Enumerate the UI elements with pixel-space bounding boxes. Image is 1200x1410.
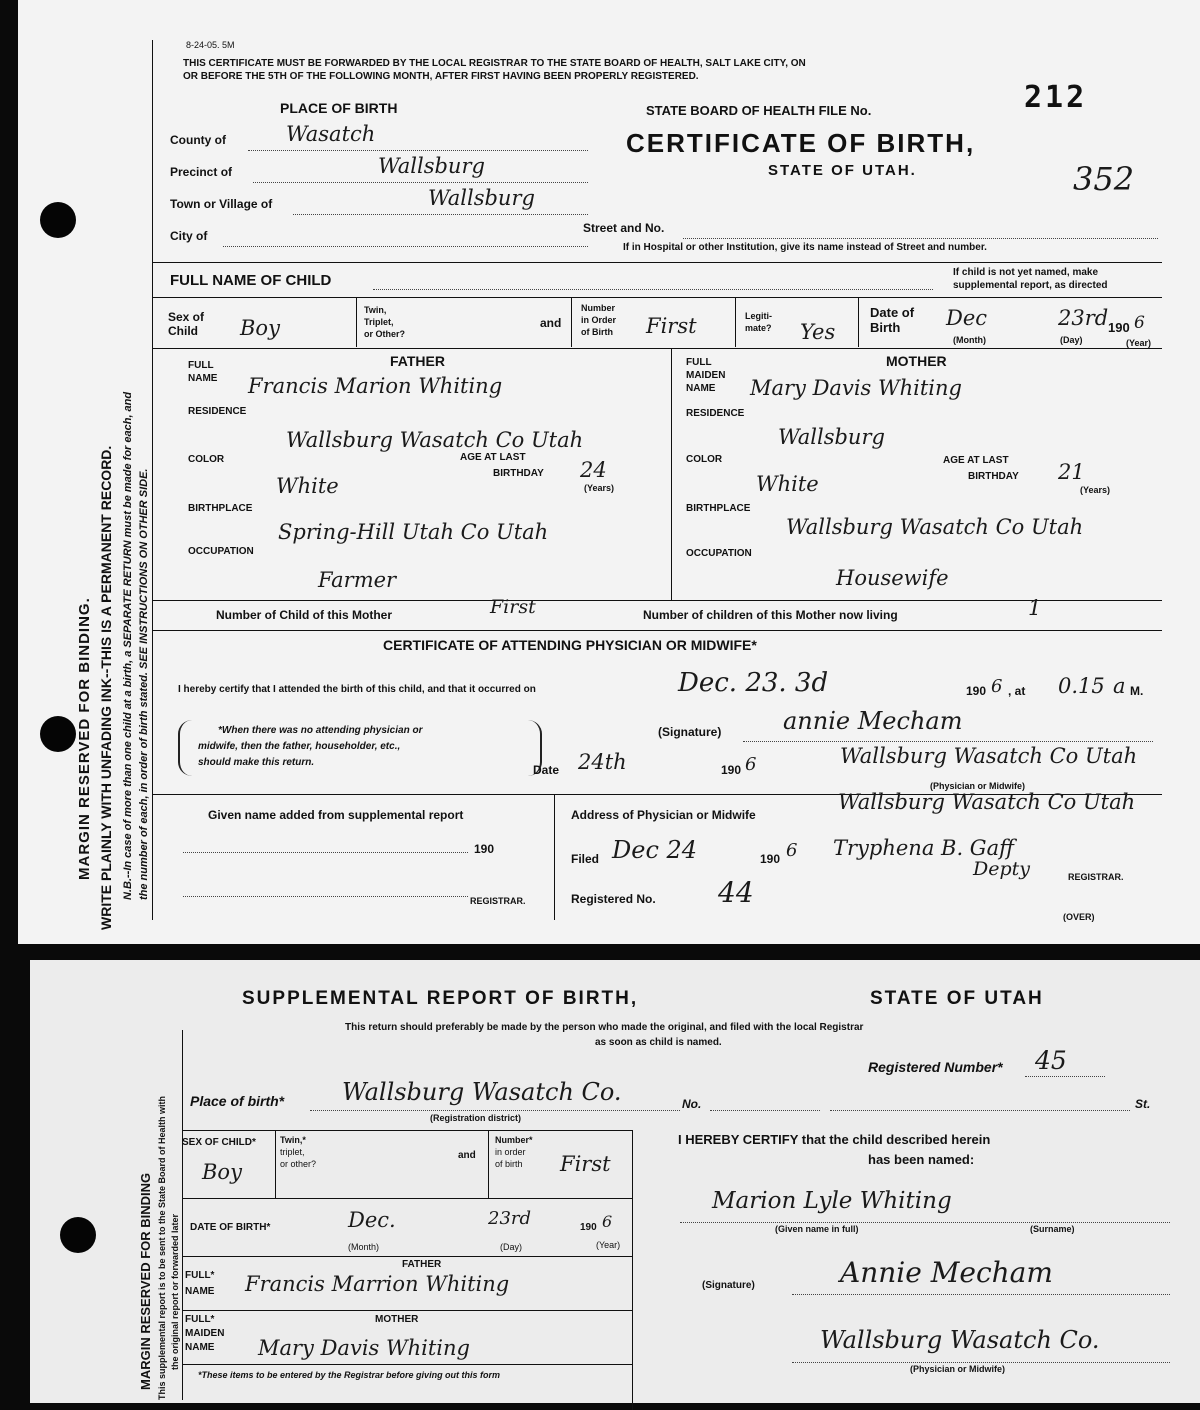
signature: annie Mecham (783, 707, 963, 735)
signature-label: (Signature) (658, 725, 722, 739)
day-label: (Day) (500, 1242, 522, 1252)
years-label: (Years) (1080, 485, 1111, 495)
dob-label: Date of (870, 305, 915, 320)
attend-time: 0.15 (1058, 674, 1105, 698)
number-label: of birth (495, 1159, 523, 1169)
month-label: (Month) (953, 335, 986, 345)
signature-line (743, 741, 1153, 742)
deputy: Depty (973, 858, 1031, 880)
rule (152, 600, 1162, 601)
child-number: First (490, 596, 536, 618)
registration-district: (Registration district) (430, 1113, 522, 1123)
sex-label: SEX OF CHILD* (182, 1137, 256, 1148)
full-name-label: FULL NAME OF CHILD (170, 272, 332, 289)
father-residence: Wallsburg Wasatch Co Utah (286, 428, 584, 452)
surname-label: (Surname) (1030, 1224, 1075, 1234)
address-label: Address of Physician or Midwife (571, 808, 756, 822)
rule (182, 1364, 632, 1365)
registered-no: 44 (718, 876, 754, 909)
frame-left (152, 40, 153, 920)
certify-text: I hereby certify that I attended the birth of this child, and that it occurred on (178, 684, 536, 695)
city-label: City of (170, 229, 208, 243)
divider (275, 1130, 276, 1198)
dob-month: Dec (946, 306, 988, 330)
signature-label: (Signature) (702, 1280, 755, 1291)
sex-value: Boy (240, 316, 280, 340)
address: Wallsburg Wasatch Co Utah (838, 790, 1136, 814)
registered-line (1025, 1076, 1105, 1077)
margin-ink-text: WRITE PLAINLY WITH UNFADING INK--THIS IS A PERMANENT RECORD. (98, 445, 114, 930)
birthplace-label: BIRTHPLACE (686, 503, 751, 514)
color-label: COLOR (686, 454, 723, 465)
certificate-subtitle: STATE OF UTAH. (768, 162, 917, 179)
father-name: Francis Marion Whiting (248, 374, 503, 398)
street-line (683, 238, 1158, 239)
county-line (248, 150, 588, 151)
divider (858, 297, 859, 347)
physician-label: (Physician or Midwife) (930, 781, 1026, 791)
precinct-label: Precinct of (170, 165, 233, 179)
physician-heading: CERTIFICATE OF ATTENDING PHYSICIAN OR MIDWIFE* (383, 637, 757, 653)
sex-value: Boy (202, 1160, 242, 1184)
m-label: M. (1130, 684, 1144, 698)
margin-note: the number of each, in order of birth stated. SEE INSTRUCTIONS ON OTHER SIDE. (138, 468, 150, 900)
rule (152, 297, 1162, 298)
rule (152, 630, 1162, 631)
signature: Annie Mecham (840, 1256, 1053, 1289)
attend-year-suffix: 6 (991, 676, 1003, 697)
filed-label: Filed (571, 852, 600, 866)
sign-year-suffix: 6 (745, 754, 757, 775)
legitimate-value: Yes (800, 320, 836, 344)
occupation-label: OCCUPATION (686, 548, 752, 559)
full-label: FULL* (185, 1314, 215, 1325)
instruction-line: THIS CERTIFICATE MUST BE FORWARDED BY THE LOCAL REGISTRAR TO THE STATE BOARD OF HEALTH, SALT LAKE CITY, ON (183, 58, 806, 69)
date-label: Date (533, 763, 560, 777)
dob-label: DATE OF BIRTH* (190, 1222, 271, 1233)
year-label: (Year) (1126, 338, 1152, 348)
twin-label: Triplet, (364, 317, 394, 327)
filed-year-suffix: 6 (786, 840, 798, 861)
divider (571, 297, 572, 347)
full-label: FULL (686, 357, 712, 368)
registered-label: Registered Number* (868, 1059, 1003, 1075)
rule (182, 1310, 632, 1311)
sex-label: Sex of (168, 310, 205, 324)
not-named-note: supplemental report, as directed (953, 280, 1108, 291)
sex-label: Child (168, 324, 198, 338)
age-label: AGE AT LAST (943, 455, 1009, 466)
mother-age: 21 (1058, 460, 1085, 484)
precinct-value: Wallsburg (378, 154, 485, 178)
sign-year-prefix: 190 (721, 763, 742, 777)
day-label: (Day) (1060, 335, 1083, 345)
footnote: should make this return. (198, 757, 315, 768)
maiden-label: MAIDEN (185, 1328, 225, 1339)
registered-label: Registered No. (571, 892, 656, 906)
mother-color: White (756, 472, 819, 496)
rule (152, 348, 1162, 349)
full-name-line (373, 289, 933, 290)
precinct-line (253, 182, 588, 183)
attend-year-prefix: 190 (966, 684, 987, 698)
binding-hole (60, 1217, 96, 1253)
residence-label: RESIDENCE (686, 408, 745, 419)
footnote: *These items to be entered by the Registrar before giving out this form (198, 1370, 501, 1380)
twin-label: triplet, (280, 1147, 305, 1157)
age-label: BIRTHDAY (493, 468, 544, 479)
certificate-title: CERTIFICATE OF BIRTH, (626, 128, 976, 158)
given-year: 190 (474, 842, 495, 856)
file-no-label: STATE BOARD OF HEALTH FILE No. (646, 103, 872, 118)
mother-name: Mary Davis Whiting (750, 376, 962, 400)
children-living-label: Number of children of this Mother now living (643, 608, 898, 622)
rule (182, 1130, 632, 1131)
street-label: Street and No. (583, 221, 665, 235)
supplemental-report (30, 960, 1200, 1403)
dob-month: Dec. (348, 1208, 396, 1232)
mother-heading: MOTHER (886, 353, 947, 369)
birthplace-label: BIRTHPLACE (188, 503, 253, 514)
dob-year-suffix: 6 (602, 1212, 613, 1231)
color-label: COLOR (188, 454, 225, 465)
county-label: County of (170, 133, 226, 147)
registrar-label: REGISTRAR. (1068, 872, 1124, 882)
number-label: Number* (495, 1135, 533, 1145)
mother-birthplace: Wallsburg Wasatch Co Utah (786, 515, 1084, 539)
binding-hole (40, 202, 76, 238)
legit-label: mate? (745, 323, 772, 333)
attend-ampm: a (1113, 674, 1126, 698)
father-age: 24 (580, 458, 607, 482)
father-occupation: Farmer (318, 568, 397, 592)
divider (488, 1130, 489, 1198)
divider (735, 297, 736, 347)
number-value: First (560, 1152, 611, 1176)
town-value: Wallsburg (428, 186, 535, 210)
file-no: 212 (1024, 80, 1088, 115)
signature-line (792, 1294, 1170, 1295)
registrar-label: REGISTRAR. (470, 896, 526, 906)
age-label: AGE AT LAST (460, 452, 526, 463)
street-line (830, 1110, 1130, 1111)
given-name-label: Given name added from supplemental report (208, 808, 464, 822)
name-label: NAME (185, 1286, 215, 1297)
intro: as soon as child is named. (595, 1037, 722, 1048)
number-label: Number (581, 303, 616, 313)
supplemental-title-state: STATE OF UTAH (870, 988, 1044, 1009)
footnote: *When there was no attending physician or (218, 725, 423, 736)
instruction-line: OR BEFORE THE 5TH OF THE FOLLOWING MONTH, AFTER FIRST HAVING BEEN PROPERLY REGISTERED. (183, 71, 699, 82)
rule (182, 1256, 632, 1257)
place-label: Place of birth* (190, 1093, 285, 1109)
mother-occupation: Housewife (836, 566, 949, 590)
divider (356, 297, 357, 347)
registrar-name: Tryphena B. Gaff (833, 836, 1014, 860)
sign-date: 24th (578, 750, 627, 774)
place-value: Wallsburg Wasatch Co. (342, 1078, 622, 1106)
number-label: in Order (581, 315, 617, 325)
registered-no: 45 (1035, 1046, 1067, 1075)
divider (554, 794, 555, 920)
hospital-note: If in Hospital or other Institution, give its name instead of Street and number. (623, 242, 987, 253)
twin-label: or Other? (364, 329, 406, 339)
sign-place: Wallsburg Wasatch Co. (820, 1326, 1100, 1354)
maiden-label: MAIDEN (686, 370, 726, 381)
age-label: BIRTHDAY (968, 471, 1019, 482)
filed-date: Dec 24 (612, 836, 698, 864)
year-label: (Year) (596, 1240, 621, 1250)
father-birthplace: Spring-Hill Utah Co Utah (278, 520, 549, 544)
margin-note: N.B.--In case of more than one child at a birth, a SEPARATE RETURN must be made for each, and (122, 391, 134, 900)
given-name-label: (Given name in full) (775, 1224, 859, 1234)
sign-place: Wallsburg Wasatch Co Utah (840, 744, 1138, 768)
full-label: FULL* (185, 1270, 215, 1281)
town-label: Town or Village of (170, 197, 273, 211)
at-label: , at (1008, 684, 1026, 698)
child-name-line (680, 1222, 1170, 1223)
years-label: (Years) (584, 483, 615, 493)
registrar-line (183, 896, 468, 897)
supplemental-title: SUPPLEMENTAL REPORT OF BIRTH, (242, 988, 639, 1009)
physician-label: (Physician or Midwife) (910, 1364, 1006, 1374)
mother-residence: Wallsburg (778, 425, 885, 449)
children-living: 1 (1028, 596, 1042, 620)
rule (152, 262, 1162, 263)
certify-text: has been named: (868, 1152, 975, 1167)
filed-year-prefix: 190 (760, 852, 781, 866)
margin-note: the original report or forwarded later (170, 1213, 180, 1370)
and-label: and (540, 316, 562, 330)
month-label: (Month) (348, 1242, 380, 1252)
mother-heading: MOTHER (375, 1314, 419, 1325)
handwritten-number: 352 (1073, 160, 1135, 198)
mother-name: Mary Davis Whiting (258, 1336, 470, 1360)
full-label: FULL (188, 360, 214, 371)
rule (182, 1198, 632, 1199)
number-label: in order (495, 1147, 526, 1157)
place-line (310, 1110, 680, 1111)
legit-label: Legiti- (745, 311, 772, 321)
father-heading: FATHER (402, 1259, 442, 1270)
number-value: First (646, 314, 697, 338)
margin-note: This supplemental report is to be sent to the State Board of Health with (157, 1095, 167, 1400)
place-of-birth-heading: PLACE OF BIRTH (280, 100, 398, 116)
margin-binding-text: MARGIN RESERVED FOR BINDING (138, 1172, 153, 1390)
child-number-label: Number of Child of this Mother (216, 608, 392, 622)
dob-year-prefix: 190 (580, 1222, 597, 1233)
over-label: (OVER) (1063, 912, 1095, 922)
attend-date: Dec. 23. 3d (678, 668, 829, 698)
no-label: No. (682, 1097, 702, 1111)
father-color: White (276, 474, 339, 498)
twin-label: Twin,* (280, 1135, 306, 1145)
dob-year-suffix: 6 (1134, 313, 1145, 333)
footnote: midwife, then the father, householder, etc., (198, 741, 401, 752)
st-label: St. (1135, 1097, 1151, 1111)
twin-label: or other? (280, 1159, 317, 1169)
form-code: 8-24-05. 5M (186, 40, 235, 50)
occupation-label: OCCUPATION (188, 546, 254, 557)
town-line (293, 214, 588, 215)
given-name-line (183, 852, 468, 853)
number-label: of Birth (581, 327, 613, 337)
margin-binding-text: MARGIN RESERVED FOR BINDING. (76, 597, 93, 880)
father-name: Francis Marrion Whiting (245, 1272, 510, 1296)
certify-text: I HEREBY CERTIFY that the child described herein (678, 1132, 991, 1147)
intro: This return should preferably be made by the person who made the original, and filed with the local Registrar (345, 1022, 864, 1033)
name-label: NAME (188, 373, 218, 384)
center-divider (671, 348, 672, 600)
child-name: Marion Lyle Whiting (712, 1188, 952, 1214)
no-line (710, 1110, 820, 1111)
sign-place-line (792, 1362, 1170, 1363)
not-named-note: If child is not yet named, make (953, 267, 1099, 278)
residence-label: RESIDENCE (188, 406, 247, 417)
dob-label: Birth (870, 320, 901, 335)
name-label: NAME (686, 383, 716, 394)
binding-hole (40, 716, 76, 752)
county-value: Wasatch (286, 122, 376, 146)
name-label: NAME (185, 1342, 215, 1353)
twin-label: Twin, (364, 305, 387, 315)
father-heading: FATHER (390, 353, 445, 369)
dob-day: 23rd (488, 1208, 532, 1229)
birth-certificate (18, 0, 1200, 944)
and-label: and (458, 1150, 476, 1161)
dob-day: 23rd (1058, 306, 1109, 330)
dob-year-prefix: 190 (1108, 320, 1130, 335)
city-line (223, 246, 588, 247)
